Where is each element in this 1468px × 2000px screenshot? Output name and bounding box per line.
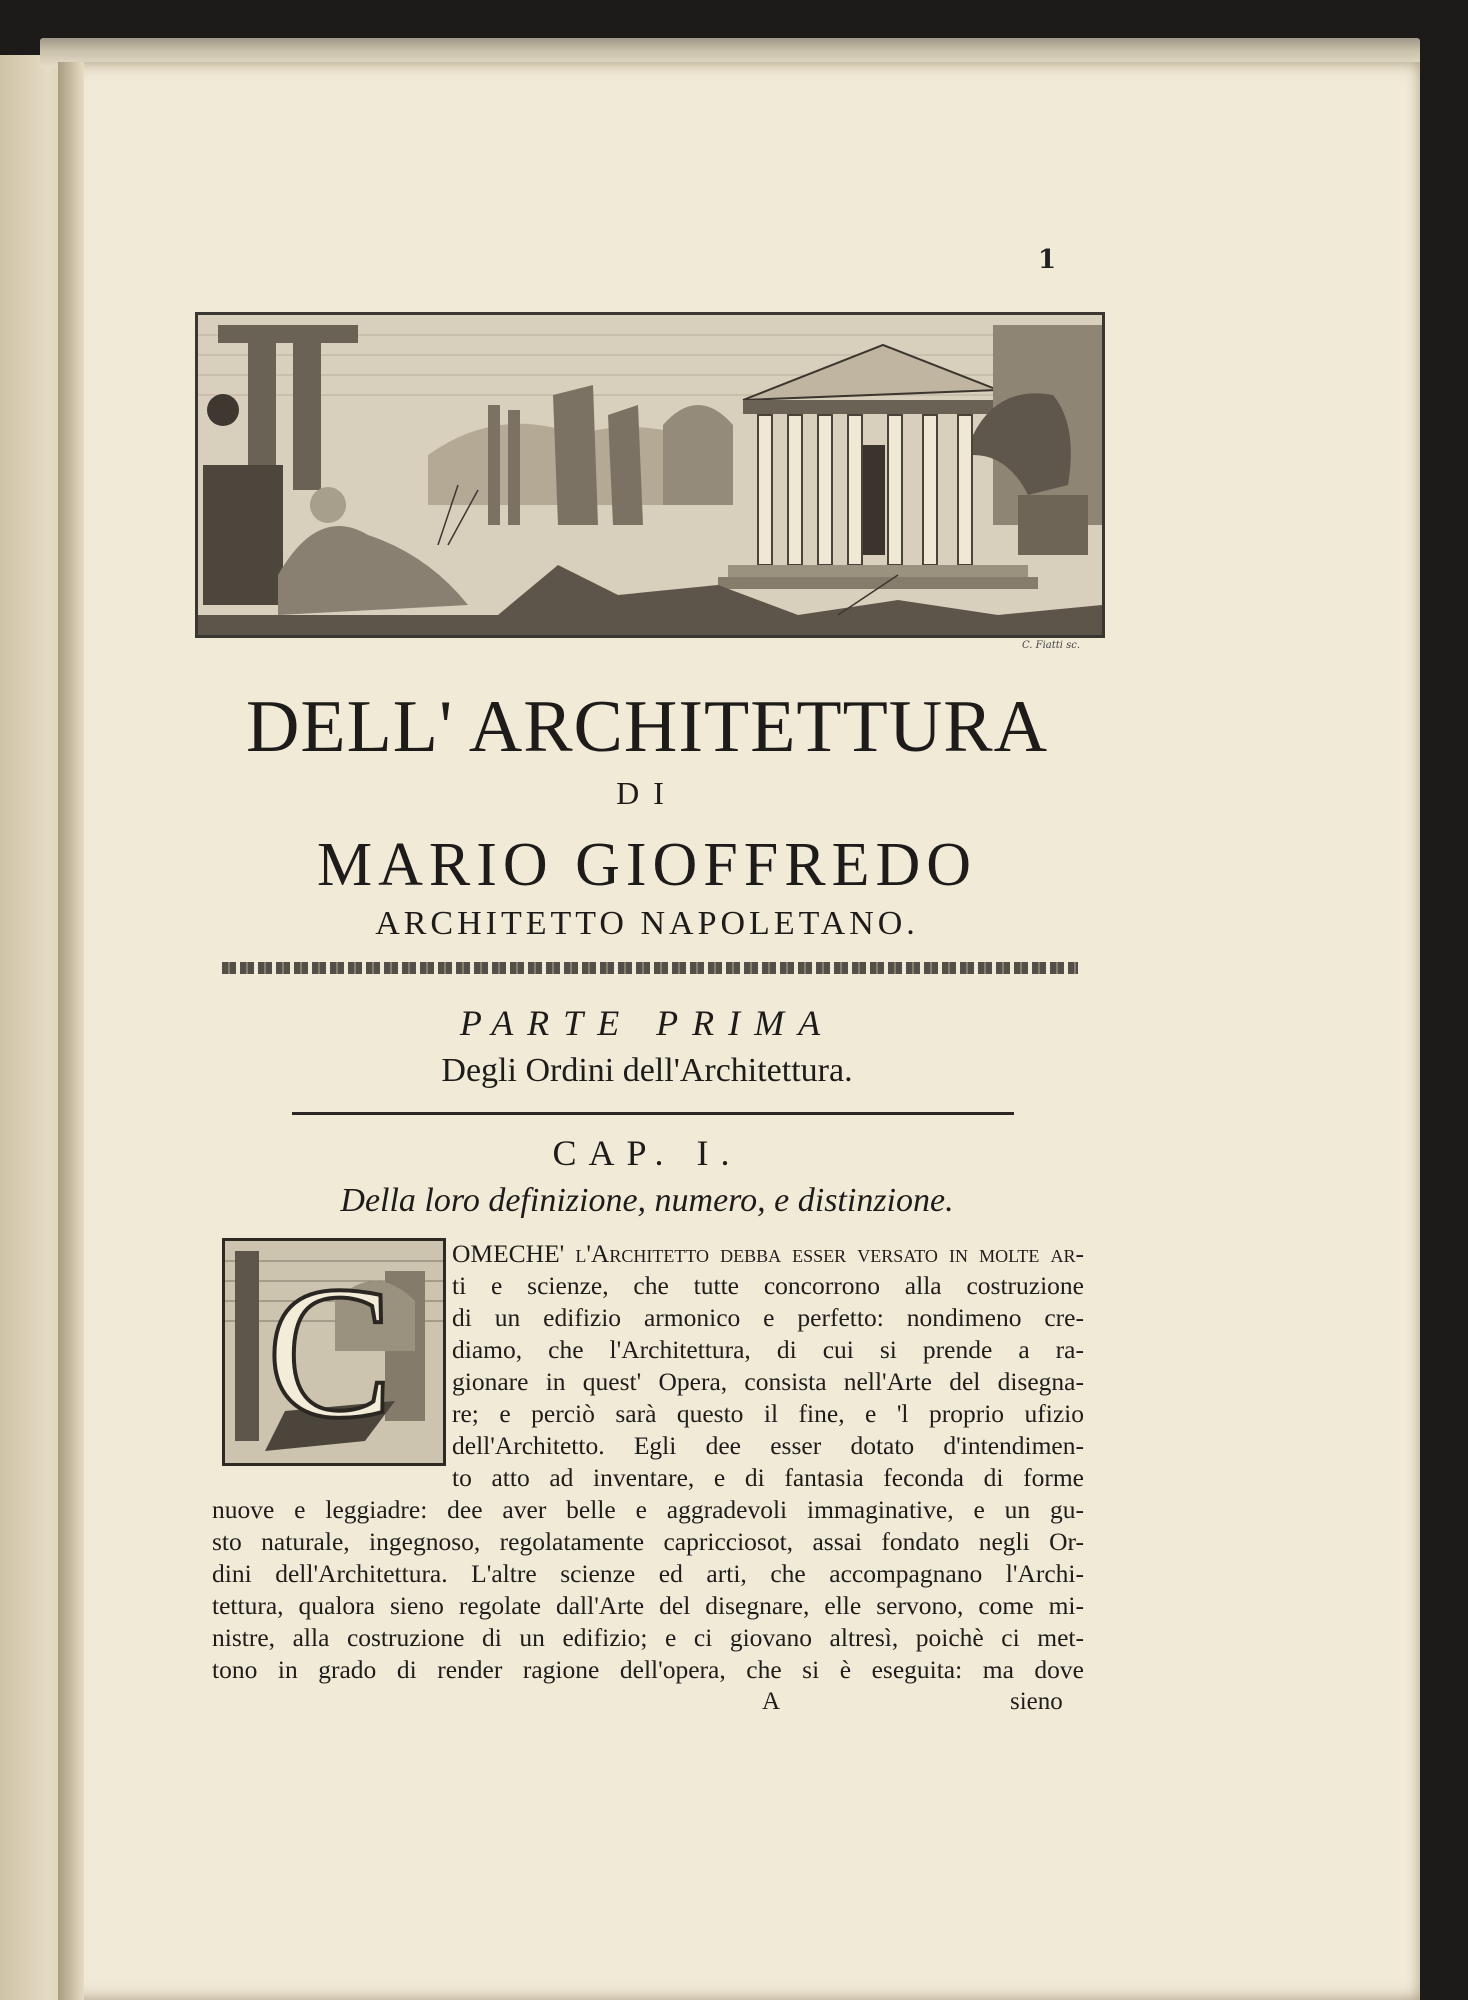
text-line: ti e scienze, che tutte concorrono alla costruzione xyxy=(452,1271,1084,1300)
initial-letter: C xyxy=(266,1248,394,1458)
decorated-initial xyxy=(222,1238,446,1466)
text-line: to atto ad inventare, e di fantasia feconda di forme xyxy=(452,1463,1084,1492)
initial-ruins-icon xyxy=(225,1241,443,1463)
text-line: tono in grado di render ragione dell'opera, che si è eseguita: ma dove xyxy=(212,1655,1084,1684)
part-title: PARTE PRIMA xyxy=(459,1003,835,1043)
ruins-engraving-icon xyxy=(198,315,1102,635)
author-role: ARCHITETTO NAPOLETANO. xyxy=(375,905,919,942)
headpiece-engraving xyxy=(195,312,1105,638)
page-number: 1 xyxy=(1038,245,1057,275)
text-line: re; e perciò sarà questo il fine, e 'l proprio ufizio xyxy=(452,1399,1084,1428)
text-line: diamo, che l'Architettura, di cui si prende a ra- xyxy=(452,1335,1084,1364)
text-line: OMECHE' l'Architetto debba esser versato in molte ar- xyxy=(452,1239,1084,1268)
text-line: di un edifizio armonico e perfetto: nondimeno cre- xyxy=(452,1303,1084,1332)
title-di: DI xyxy=(616,775,678,811)
catchword: sieno xyxy=(1010,1688,1063,1715)
chapter-heading: CAP. I. xyxy=(552,1133,742,1173)
signature-mark: A xyxy=(762,1688,781,1715)
text-line: gionare in quest' Opera, consista nell'Arte del disegna- xyxy=(452,1367,1084,1396)
book-title: DELL' ARCHITETTURA xyxy=(245,686,1049,768)
text-line: dell'Architetto. Egli dee esser dotato d'intendimen- xyxy=(452,1431,1084,1460)
text-line: dini dell'Architettura. L'altre scienze ed arti, che accompagnano l'Archi- xyxy=(212,1559,1084,1588)
text-line: nuove e leggiadre: dee aver belle e aggradevoli immaginative, e un gu- xyxy=(212,1495,1084,1524)
ornamental-rule xyxy=(222,962,1078,974)
part-subtitle: Degli Ordini dell'Architettura. xyxy=(441,1052,853,1089)
section-rule xyxy=(292,1112,1014,1115)
chapter-subtitle: Della loro definizione, numero, e distinzione. xyxy=(340,1182,954,1219)
text-line: nistre, alla costruzione di un edifizio; e ci giovano altresì, poichè ci met- xyxy=(212,1623,1084,1652)
page-gutter xyxy=(58,62,84,2000)
text-line: sto naturale, ingegnoso, regolatamente capricciosot, assai fondato negli Or- xyxy=(212,1527,1084,1556)
engraver-signature: C. Fiatti sc. xyxy=(1022,640,1081,651)
author-name: MARIO GIOFFREDO xyxy=(316,831,978,899)
text-line: tettura, qualora sieno regolate dall'Arte del disegnare, elle servono, come mi- xyxy=(212,1591,1084,1620)
